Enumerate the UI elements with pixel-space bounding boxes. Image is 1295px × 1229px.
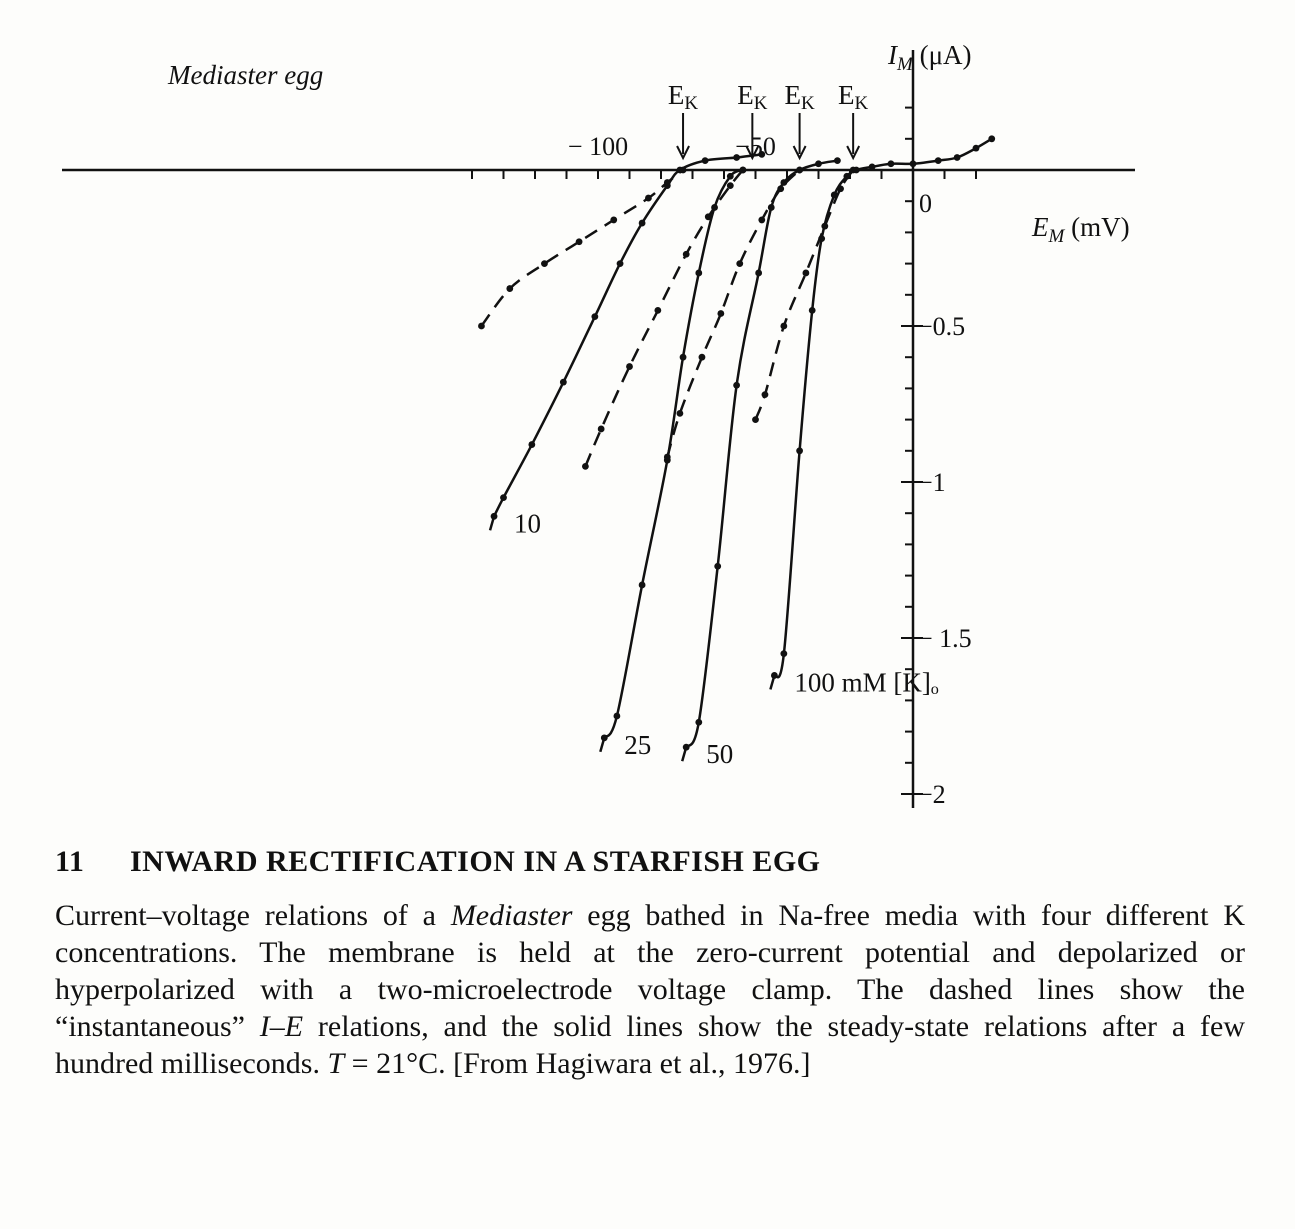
data-point [727,173,734,180]
series-line-steady-state [686,161,837,748]
data-point [717,310,724,317]
data-point [645,195,652,202]
data-point [796,167,803,174]
series-label: 25 [624,729,652,760]
data-point [680,167,687,174]
data-point [954,154,961,161]
data-point [869,163,876,170]
data-point [677,410,684,417]
caption-text: egg bathed in Na-free media with four different K concentrations. The membrane is held at the zero-current potential and depolarized or hyperpolarized with a two-microelectrode voltage clamp. The dashed lines show the “instantaneous” [55,899,1245,1043]
data-point [528,441,535,448]
ek-label: EK [838,80,869,114]
data-point [478,323,485,330]
data-point [654,307,661,314]
series-line-steady-state [494,154,762,516]
data-point [780,650,787,657]
data-point [699,354,706,361]
data-point [614,713,621,720]
caption-italic: T [327,1047,345,1080]
data-point [541,260,548,267]
data-point [740,167,747,174]
x-tick-label: 0 [919,189,932,218]
data-point [809,307,816,314]
ek-label: EK [667,80,699,114]
data-point [736,260,743,267]
figure-number: 11 [55,845,85,878]
data-point [796,447,803,454]
data-point [762,391,769,398]
figure-title: INWARD RECTIFICATION IN A STARFISH EGG [130,845,821,878]
data-point [988,135,995,142]
ek-label: EK [784,80,815,114]
data-point [610,217,617,224]
y-tick-label: −0.5 [918,312,966,341]
data-point [506,285,513,292]
data-point [500,494,507,501]
x-tick-label: −50 [735,132,776,161]
series-line-steady-state [774,139,991,677]
panel-label: Mediaster egg [168,60,324,90]
data-point [576,238,583,245]
data-point [680,354,687,361]
data-point [780,323,787,330]
data-point [617,260,624,267]
data-point [834,157,841,164]
labels [167,40,1130,809]
data-point [639,220,646,227]
y-tick-label: −2 [918,780,946,809]
y-tick-label: −1 [918,468,946,497]
data-point [837,185,844,192]
caption-text: relations, and the solid lines show the steady-state relations after a few hundred milliseconds. [55,1010,1245,1080]
data-point [888,160,895,167]
series-line-instantaneous [481,170,683,326]
data-point [664,179,671,186]
caption-italic: I–E [259,1010,304,1043]
figure-caption [55,845,1245,1082]
data-point [935,157,942,164]
data-point [752,416,759,423]
y-axis-label: $I_M$ (μA) [888,40,972,75]
data-point [702,157,709,164]
data-point [683,251,690,258]
data-point [803,270,810,277]
x-tick-label: − 100 [567,132,629,161]
data-point [598,426,605,433]
caption-title [55,845,1245,879]
y-tick-label: − 1.5 [918,624,972,653]
data-point [821,223,828,230]
data-point [714,563,721,570]
data-point [755,270,762,277]
data-point [560,379,567,386]
data-point [777,185,784,192]
data-point [733,382,740,389]
data-point [705,213,712,220]
ek-label: EK [737,80,768,114]
data-point [582,463,589,470]
data-point [639,582,646,589]
data-point [695,719,702,726]
data-point [758,217,765,224]
data-point [815,160,822,167]
data-point [664,454,671,461]
series-label: 50 [706,739,734,770]
data-point [591,313,598,320]
data-point [626,363,633,370]
data-point [850,167,857,174]
caption-italic: Mediaster [450,899,573,932]
data-point [695,270,702,277]
data-point [910,160,917,167]
x-axis-label: $E_M$ (mV) [1032,212,1130,247]
caption-body [55,897,1245,1082]
series-label: 10 [514,508,542,539]
caption-text: = 21°C. [From Hagiwara et al., 1976.] [344,1047,811,1080]
data-point [973,145,980,152]
data-point [727,182,734,189]
data-point [768,204,775,211]
series-label: 100 mM [K]ₒ [794,667,939,698]
caption-text: Current–voltage relations of a [55,899,451,932]
